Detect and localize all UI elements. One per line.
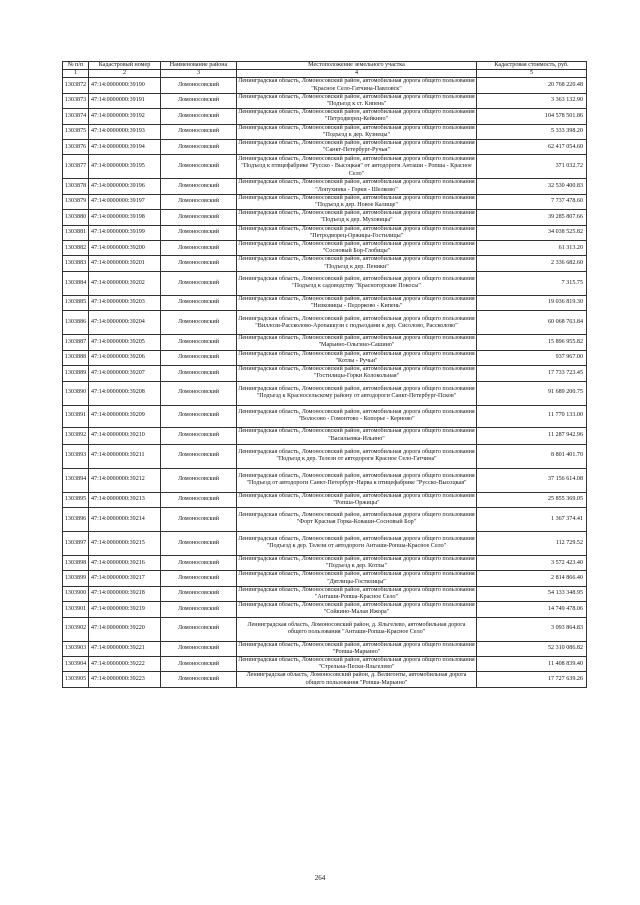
cadastral-value-table	[62, 61, 587, 688]
table-row	[63, 571, 587, 586]
location-cell: Ленинградская область, Ломоносовский район, автомобильная дорога общего пользования "Красное Село-Гатчина-Павловск"	[238, 78, 475, 92]
column-number-row	[63, 70, 587, 78]
cadastral-cost-cell: 19 036 819.30	[477, 295, 587, 310]
cadastral-number-cell: 47:14:0000000:39205	[89, 335, 161, 350]
district-cell: Ломоносовский	[161, 641, 237, 656]
cadastral-cost-cell: 11 770 133.00	[477, 405, 587, 427]
table-body	[63, 78, 587, 687]
row-number-cell: 1303879	[63, 194, 89, 209]
table-row	[63, 468, 587, 492]
district-cell: Ломоносовский	[161, 256, 237, 271]
district-cell: Ломоносовский	[161, 405, 237, 427]
cadastral-number-cell: 47:14:0000000:39207	[89, 366, 161, 381]
cadastral-number-cell: 47:14:0000000:39215	[89, 531, 161, 555]
district-cell: Ломоносовский	[161, 140, 237, 155]
row-number-cell: 1303895	[63, 492, 89, 507]
location-cell: Ленинградская область, Ломоносовский район, автомобильная дорога общего пользования "Анташи-Ропша-Красное Село"	[238, 586, 475, 600]
district-cell: Ломоносовский	[161, 194, 237, 209]
cadastral-cost-cell: 62 417 054.60	[477, 140, 587, 155]
district-cell: Ломоносовский	[161, 672, 237, 687]
location-cell: Ленинградская область, Ломоносовский район, автомобильная дорога общего пользования "Стрельна-Пески-Яльгелево"	[238, 656, 475, 671]
row-number-cell: 1303903	[63, 641, 89, 656]
row-number-cell: 1303899	[63, 571, 89, 586]
cadastral-number-cell: 47:14:0000000:39194	[89, 140, 161, 155]
table-row	[63, 311, 587, 335]
cadastral-number-cell: 47:14:0000000:39206	[89, 350, 161, 365]
cadastral-number-cell: 47:14:0000000:39201	[89, 256, 161, 271]
row-number-cell: 1303891	[63, 405, 89, 427]
column-number: 1	[63, 70, 89, 78]
cadastral-number-cell: 47:14:0000000:39211	[89, 444, 161, 468]
district-cell: Ломоносовский	[161, 78, 237, 93]
row-number-cell: 1303898	[63, 555, 89, 570]
cadastral-cost-cell: 17 733 723.45	[477, 366, 587, 381]
table-row	[63, 531, 587, 555]
row-number-cell: 1303890	[63, 381, 89, 405]
table-row	[63, 93, 587, 108]
cadastral-number-cell: 47:14:0000000:39198	[89, 210, 161, 225]
cadastral-cost-cell: 3 093 864.83	[477, 617, 587, 641]
cadastral-number-cell: 47:14:0000000:39208	[89, 381, 161, 405]
district-cell: Ломоносовский	[161, 225, 237, 240]
cadastral-number-cell: 47:14:0000000:39190	[89, 78, 161, 93]
cadastral-cost-cell: 61 313.20	[477, 241, 587, 256]
row-number-cell: 1303889	[63, 366, 89, 381]
cadastral-cost-cell: 11 287 942.96	[477, 427, 587, 444]
location-cell: Ленинградская область, Ломоносовский район, автомобильная дорога общего пользования "Виллози-Рассколово-Аропаккузи с подъездами к дер. Сисолово, Рассколово"	[237, 311, 477, 335]
cadastral-cost-cell: 20 768 220.48	[477, 78, 587, 93]
location-cell: Ленинградская область, Ломоносовский район, автомобильная дорога общего пользования "Сосновый Бор-Глобицы"	[238, 241, 475, 255]
location-cell: Ленинградская область, Ломоносовский район, автомобильная дорога общего пользования "Подъезд к дер. Телези от автодороги Анташи-Ропша-Красное Село"	[237, 531, 477, 555]
table-row	[63, 641, 587, 656]
row-number-cell: 1303878	[63, 179, 89, 194]
row-number-cell: 1303888	[63, 350, 89, 365]
cadastral-cost-cell: 25 855 369.05	[477, 492, 587, 507]
location-cell: Ленинградская область, Ломоносовский район, автомобильная дорога общего пользования "Подъезд к ст. Кипень"	[238, 93, 475, 108]
district-cell: Ломоносовский	[161, 366, 237, 381]
location-cell: Ленинградская область, Ломоносовский район, автомобильная дорога общего пользования "Подъезд от автодороги Санкт-Петербург-Нарва к птицефабрике "Русско-Высоцкая"	[237, 468, 477, 492]
cadastral-cost-cell: 2 814 866.40	[477, 571, 587, 586]
cadastral-cost-cell: 37 156 614.08	[477, 468, 587, 492]
district-cell: Ломоносовский	[161, 555, 237, 570]
row-number-cell: 1303883	[63, 256, 89, 271]
row-number-cell: 1303884	[63, 271, 89, 295]
location-cell: Ленинградская область, Ломоносовский район, д. Яльгелево, автомобильная дорога общего пользования "Анташи-Ропша-Красное Село"	[237, 617, 477, 641]
cadastral-number-cell: 47:14:0000000:39213	[89, 492, 161, 507]
cadastral-number-cell: 47:14:0000000:39203	[89, 295, 161, 310]
cadastral-cost-cell: 104 578 501.86	[477, 109, 587, 124]
table-row	[63, 78, 587, 93]
document-sheet	[62, 61, 586, 688]
district-cell: Ломоносовский	[161, 241, 237, 256]
table-row	[63, 179, 587, 194]
column-number: 4	[237, 70, 477, 78]
table-row	[63, 124, 587, 139]
row-number-cell: 1303880	[63, 210, 89, 225]
location-cell: Ленинградская область, Ломоносовский район, автомобильная дорога общего пользования "Петродворец-Кейкино"	[238, 109, 475, 123]
location-cell: Ленинградская область, Ломоносовский район, автомобильная дорога общего пользования "Сойкино-Малая Ижора"	[238, 602, 475, 616]
cadastral-number-cell: 47:14:0000000:39214	[89, 507, 161, 531]
cadastral-cost-cell: 2 336 682.60	[477, 256, 587, 271]
cadastral-cost-cell: 52 310 086.82	[477, 641, 587, 656]
cadastral-number-cell: 47:14:0000000:39223	[89, 672, 161, 687]
cadastral-cost-cell: 1 367 374.41	[477, 507, 587, 531]
table-row	[63, 617, 587, 641]
row-number-cell: 1303881	[63, 225, 89, 240]
row-number-cell: 1303905	[63, 672, 89, 687]
cadastral-cost-cell: 112 729.52	[477, 531, 587, 555]
row-number-cell: 1303886	[63, 311, 89, 335]
page-number: 264	[314, 874, 326, 882]
header-district: Наименование района	[161, 62, 237, 70]
row-number-cell: 1303901	[63, 602, 89, 617]
cadastral-cost-cell: 5 333 398.20	[477, 124, 587, 139]
table-row	[63, 194, 587, 209]
table-header-row	[63, 62, 587, 70]
cadastral-cost-cell: 371 032.72	[477, 155, 587, 179]
row-number-cell: 1303887	[63, 335, 89, 350]
cadastral-number-cell: 47:14:0000000:39210	[89, 427, 161, 444]
row-number-cell: 1303896	[63, 507, 89, 531]
location-cell: Ленинградская область, Ломоносовский район, автомобильная дорога общего пользования "Волосово - Гомонтово - Копорье - Керново"	[237, 405, 477, 427]
table-row	[63, 109, 587, 124]
district-cell: Ломоносовский	[161, 381, 237, 405]
location-cell: Ленинградская область, Ломоносовский район, автомобильная дорога общего пользования "Низковицы - Педорково - Кипень"	[238, 295, 475, 310]
table-row	[63, 602, 587, 617]
row-number-cell: 1303877	[63, 155, 89, 179]
table-row	[63, 295, 587, 310]
district-cell: Ломоносовский	[161, 210, 237, 225]
cadastral-number-cell: 47:14:0000000:39220	[89, 617, 161, 641]
location-cell: Ленинградская область, Ломоносовский район, автомобильная дорога общего пользования "Санкт-Петербург-Ручьи"	[238, 140, 475, 154]
table-row	[63, 256, 587, 271]
row-number-cell: 1303882	[63, 241, 89, 256]
cadastral-cost-cell: 11 408 839.40	[477, 656, 587, 671]
cadastral-number-cell: 47:14:0000000:39197	[89, 194, 161, 209]
row-number-cell: 1303894	[63, 468, 89, 492]
location-cell: Ленинградская область, Ломоносовский район, автомобильная дорога общего пользования "Котлы - Ручьи"	[238, 350, 475, 364]
table-row	[63, 366, 587, 381]
cadastral-number-cell: 47:14:0000000:39222	[89, 656, 161, 671]
cadastral-number-cell: 47:14:0000000:39202	[89, 271, 161, 295]
row-number-cell: 1303902	[63, 617, 89, 641]
row-number-cell: 1303900	[63, 586, 89, 601]
district-cell: Ломоносовский	[161, 586, 237, 601]
location-cell: Ленинградская область, Ломоносовский район, автомобильная дорога общего пользования "Подъезд к садоводству "Красногорские Покосы"	[237, 271, 477, 295]
cadastral-number-cell: 47:14:0000000:39193	[89, 124, 161, 139]
cadastral-number-cell: 47:14:0000000:39209	[89, 405, 161, 427]
cadastral-number-cell: 47:14:0000000:39216	[89, 555, 161, 570]
cadastral-number-cell: 47:14:0000000:39218	[89, 586, 161, 601]
table-row	[63, 586, 587, 601]
district-cell: Ломоносовский	[161, 444, 237, 468]
header-row-number: № п/п	[63, 62, 89, 70]
cadastral-number-cell: 47:14:0000000:39192	[89, 109, 161, 124]
cadastral-number-cell: 47:14:0000000:39212	[89, 468, 161, 492]
table-row	[63, 155, 587, 179]
table-row	[63, 140, 587, 155]
cadastral-number-cell: 47:14:0000000:39200	[89, 241, 161, 256]
row-number-cell: 1303872	[63, 78, 89, 93]
row-number-cell: 1303885	[63, 295, 89, 310]
row-number-cell: 1303893	[63, 444, 89, 468]
table-row	[63, 241, 587, 256]
district-cell: Ломоносовский	[161, 571, 237, 586]
table-row	[63, 271, 587, 295]
cadastral-cost-cell: 34 038 525.82	[477, 225, 587, 240]
table-row	[63, 381, 587, 405]
cadastral-cost-cell: 3 363 132.90	[477, 93, 587, 108]
district-cell: Ломоносовский	[161, 617, 237, 641]
row-number-cell: 1303875	[63, 124, 89, 139]
row-number-cell: 1303892	[63, 427, 89, 444]
table-row	[63, 350, 587, 365]
header-cadastral-cost: Кадастровая стоимость, руб.	[477, 62, 587, 70]
location-cell: Ленинградская область, Ломоносовский район, автомобильная дорога общего пользования "Марьино-Ольгино-Сашино"	[238, 335, 475, 349]
cadastral-number-cell: 47:14:0000000:39199	[89, 225, 161, 240]
location-cell: Ленинградская область, Ломоносовский район, автомобильная дорога общего пользования "Форт Красная Горка-Коваши-Сосновый Бор"	[237, 507, 477, 531]
cadastral-number-cell: 47:14:0000000:39204	[89, 311, 161, 335]
table-row	[63, 405, 587, 427]
location-cell: Ленинградская область, Ломоносовский район, автомобильная дорога общего пользования "Подъезд к дер. Новое Калище"	[238, 194, 475, 209]
cadastral-number-cell: 47:14:0000000:39217	[89, 571, 161, 586]
district-cell: Ломоносовский	[161, 311, 237, 335]
cadastral-cost-cell: 14 749 478.06	[477, 602, 587, 617]
cadastral-cost-cell: 937 967.00	[477, 350, 587, 365]
cadastral-number-cell: 47:14:0000000:39219	[89, 602, 161, 617]
district-cell: Ломоносовский	[161, 93, 237, 108]
row-number-cell: 1303873	[63, 93, 89, 108]
column-number: 3	[161, 70, 237, 78]
location-cell: Ленинградская область, Ломоносовский район, автомобильная дорога общего пользования "Подъезд к дер. Кузнецы"	[238, 124, 475, 138]
district-cell: Ломоносовский	[161, 335, 237, 350]
district-cell: Ломоносовский	[161, 656, 237, 671]
cadastral-cost-cell: 91 689 200.75	[477, 381, 587, 405]
district-cell: Ломоносовский	[161, 155, 237, 179]
table-row	[63, 492, 587, 507]
district-cell: Ломоносовский	[161, 602, 237, 617]
cadastral-number-cell: 47:14:0000000:39221	[89, 641, 161, 656]
table-row	[63, 225, 587, 240]
cadastral-cost-cell: 32 530 400.83	[477, 179, 587, 194]
table-row	[63, 335, 587, 350]
cadastral-cost-cell: 3 572 423.40	[477, 555, 587, 570]
location-cell: Ленинградская область, Ломоносовский район, автомобильная дорога общего пользования "Лопухинка - Горки - Шелково"	[238, 179, 475, 193]
table-row	[63, 555, 587, 570]
table-row	[63, 210, 587, 225]
location-cell: Ленинградская область, Ломоносовский район, автомобильная дорога общего пользования "Гостилицы-Горки Колокольная"	[238, 366, 475, 380]
location-cell: Ленинградская область, Ломоносовский район, автомобильная дорога общего пользования "Петродворец-Оржицы-Гостилицы"	[238, 225, 475, 239]
cadastral-cost-cell: 39 285 807.66	[477, 210, 587, 225]
row-number-cell: 1303874	[63, 109, 89, 124]
cadastral-cost-cell: 8 801 401.70	[477, 444, 587, 468]
cadastral-number-cell: 47:14:0000000:39195	[89, 155, 161, 179]
table-row	[63, 427, 587, 444]
cadastral-cost-cell: 15 896 955.82	[477, 335, 587, 350]
district-cell: Ломоносовский	[161, 427, 237, 444]
district-cell: Ломоносовский	[161, 507, 237, 531]
district-cell: Ломоносовский	[161, 271, 237, 295]
cadastral-cost-cell: 54 133 348.95	[477, 586, 587, 601]
location-cell: Ленинградская область, Ломоносовский район, автомобильная дорога общего пользования "Дятлицы-Гостилицы"	[238, 571, 475, 585]
location-cell: Ленинградская область, Ломоносовский район, автомобильная дорога общего пользования "Подъезд к дер. Пеники"	[238, 256, 475, 270]
row-number-cell: 1303897	[63, 531, 89, 555]
table-row	[63, 444, 587, 468]
location-cell: Ленинградская область, Ломоносовский район, автомобильная дорога общего пользования "Подъезд к птицефабрике "Русско - Высоцкая" от автодороги Анташи - Ропша - Красное Село"	[237, 155, 477, 179]
location-cell: Ленинградская область, Ломоносовский район, автомобильная дорога общего пользования "Подъезд к Красносельскому району от автодороги Санкт-Петербург-Псков"	[237, 381, 477, 405]
location-cell: Ленинградская область, Ломоносовский район, автомобильная дорога общего пользования "Васильевка-Ильино"	[237, 427, 477, 444]
district-cell: Ломоносовский	[161, 109, 237, 124]
column-number: 5	[477, 70, 587, 78]
cadastral-cost-cell: 7 315.75	[477, 271, 587, 295]
district-cell: Ломоносовский	[161, 492, 237, 507]
header-cadastral-number: Кадастровый номер	[89, 62, 161, 70]
district-cell: Ломоносовский	[161, 531, 237, 555]
location-cell: Ленинградская область, Ломоносовский район, автомобильная дорога общего пользования "Подъезд к дер. Телези от автодороги Красное Село-Гатчина"	[237, 444, 477, 468]
cadastral-cost-cell: 7 737 478.60	[477, 194, 587, 209]
cadastral-cost-cell: 17 727 639.26	[477, 672, 587, 687]
location-cell: Ленинградская область, Ломоносовский район, автомобильная дорога общего пользования "Ропша-Марьино"	[238, 641, 475, 655]
header-location: Местоположение земельного участка	[237, 62, 477, 70]
row-number-cell: 1303876	[63, 140, 89, 155]
row-number-cell: 1303904	[63, 656, 89, 671]
column-number: 2	[89, 70, 161, 78]
table-row	[63, 507, 587, 531]
location-cell: Ленинградская область, Ломоносовский район, автомобильная дорога общего пользования "Ропша-Оржицы"	[238, 492, 475, 506]
location-cell: Ленинградская область, Ломоносовский район, автомобильная дорога общего пользования "Подъезд к дер. Муховицы"	[238, 210, 475, 224]
table-row	[63, 656, 587, 671]
district-cell: Ломоносовский	[161, 179, 237, 194]
district-cell: Ломоносовский	[161, 124, 237, 139]
district-cell: Ломоносовский	[161, 350, 237, 365]
table-row	[63, 672, 587, 687]
cadastral-cost-cell: 60 068 763.84	[477, 311, 587, 335]
district-cell: Ломоносовский	[161, 295, 237, 310]
location-cell: Ленинградская область, Ломоносовский район, автомобильная дорога общего пользования "Подъезд к дер. Котлы"	[238, 555, 475, 570]
location-cell: Ленинградская область, Ломоносовский район, д. Велигонты, автомобильная дорога общего пользования "Ропша-Марьино"	[237, 672, 477, 687]
cadastral-number-cell: 47:14:0000000:39191	[89, 93, 161, 108]
cadastral-number-cell: 47:14:0000000:39196	[89, 179, 161, 194]
district-cell: Ломоносовский	[161, 468, 237, 492]
